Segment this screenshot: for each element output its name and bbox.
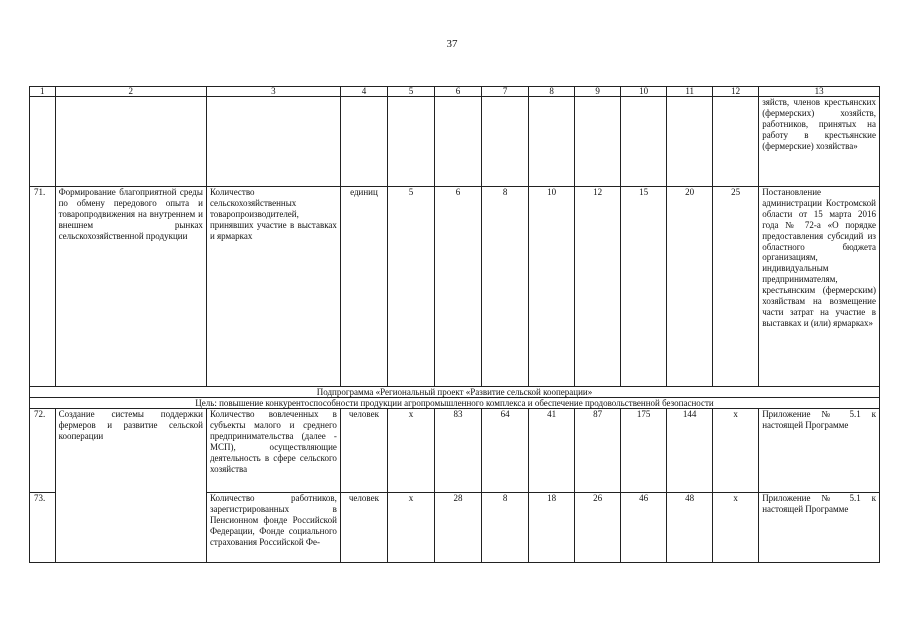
- column-number: 8: [529, 87, 575, 97]
- value-cell: 26: [575, 493, 621, 563]
- unit: человек: [340, 493, 387, 563]
- value-cell: 83: [435, 409, 482, 493]
- subprogram-title: Подпрограмма «Региональный проект «Развитие сельской кооперации»: [30, 387, 880, 398]
- column-number: 11: [667, 87, 713, 97]
- value-cell: x: [713, 493, 759, 563]
- row-number: 73.: [30, 493, 56, 563]
- value-cell: 48: [667, 493, 713, 563]
- page-number: 37: [446, 38, 458, 50]
- column-number: 7: [482, 87, 529, 97]
- table-row: [30, 187, 880, 387]
- value-cell: 175: [621, 409, 667, 493]
- column-number: 2: [55, 87, 206, 97]
- column-number: 1: [30, 87, 56, 97]
- value-cell: x: [387, 493, 434, 563]
- column-number: 3: [206, 87, 340, 97]
- row-number: 72.: [30, 409, 56, 493]
- column-number: 10: [621, 87, 667, 97]
- column-number: 12: [713, 87, 759, 97]
- continuation-row: [30, 97, 880, 187]
- value-cell: 6: [435, 187, 482, 387]
- value-cell: x: [713, 409, 759, 493]
- goal-row: [30, 398, 880, 409]
- value-cell: 10: [529, 187, 575, 387]
- value-cell: 18: [529, 493, 575, 563]
- value-cell: 8: [482, 187, 529, 387]
- column-number: 6: [435, 87, 482, 97]
- measure-name: Формирование благоприятной среды по обмену передового опыта и товаропродвижения на внутреннем и внешнем рынках сельскохозяйственной продукции: [55, 187, 206, 387]
- subprogram-row: [30, 387, 880, 398]
- value-cell: 87: [575, 409, 621, 493]
- value-cell: 41: [529, 409, 575, 493]
- value-cell: 8: [482, 493, 529, 563]
- indicator-name: Количество работников, зарегистрированных в Пенсионном фонде Российской Федерации, Фонде социального страхования Российской Фе-: [206, 493, 340, 563]
- value-cell: 64: [482, 409, 529, 493]
- value-cell: 46: [621, 493, 667, 563]
- indicator-name: Количество сельскохозяйственных товаропроизводителей, принявших участие в выставках и ярмарках: [206, 187, 340, 387]
- value-cell: 28: [435, 493, 482, 563]
- table-row: [30, 409, 880, 493]
- continuation-text: зяйств, членов крестьянских (фермерских) хозяйств, работников, принятых на работу в крестьянские (фермерские) хозяйства»: [759, 97, 880, 187]
- source-document: Приложение № 5.1 к настоящей Программе: [759, 493, 880, 563]
- goal-title: Цель: повышение конкурентоспособности продукции агропромышленного комплекса и обеспечение продовольственной безопасности: [30, 398, 880, 409]
- value-cell: 12: [575, 187, 621, 387]
- column-number: 13: [759, 87, 880, 97]
- unit: человек: [340, 409, 387, 493]
- value-cell: 144: [667, 409, 713, 493]
- indicator-name: Количество вовлеченных в субъекты малого и среднего предпринимательства (далее - МСП), осуществляющие деятельность в сфере сельского хозяйства: [206, 409, 340, 493]
- value-cell: 20: [667, 187, 713, 387]
- indicators-table: [29, 86, 880, 563]
- measure-name: Создание системы поддержки фермеров и развитие сельской кооперации: [55, 409, 206, 563]
- column-number-row: [30, 87, 880, 97]
- value-cell: x: [387, 409, 434, 493]
- column-number: 5: [387, 87, 434, 97]
- column-number: 9: [575, 87, 621, 97]
- unit: единиц: [340, 187, 387, 387]
- value-cell: 5: [387, 187, 434, 387]
- value-cell: 15: [621, 187, 667, 387]
- row-number: 71.: [30, 187, 56, 387]
- source-document: Приложение № 5.1 к настоящей Программе: [759, 409, 880, 493]
- value-cell: 25: [713, 187, 759, 387]
- column-number: 4: [340, 87, 387, 97]
- source-document: Постановление администрации Костромской области от 15 марта 2016 года № 72-а «О порядке предоставления субсидий из областного бюджета организациям, индивидуальным предпринимателям, крестьянским (фермерским) хозяйствам на возмещение части затрат на участие в выставках и (или) ярмарках»: [759, 187, 880, 387]
